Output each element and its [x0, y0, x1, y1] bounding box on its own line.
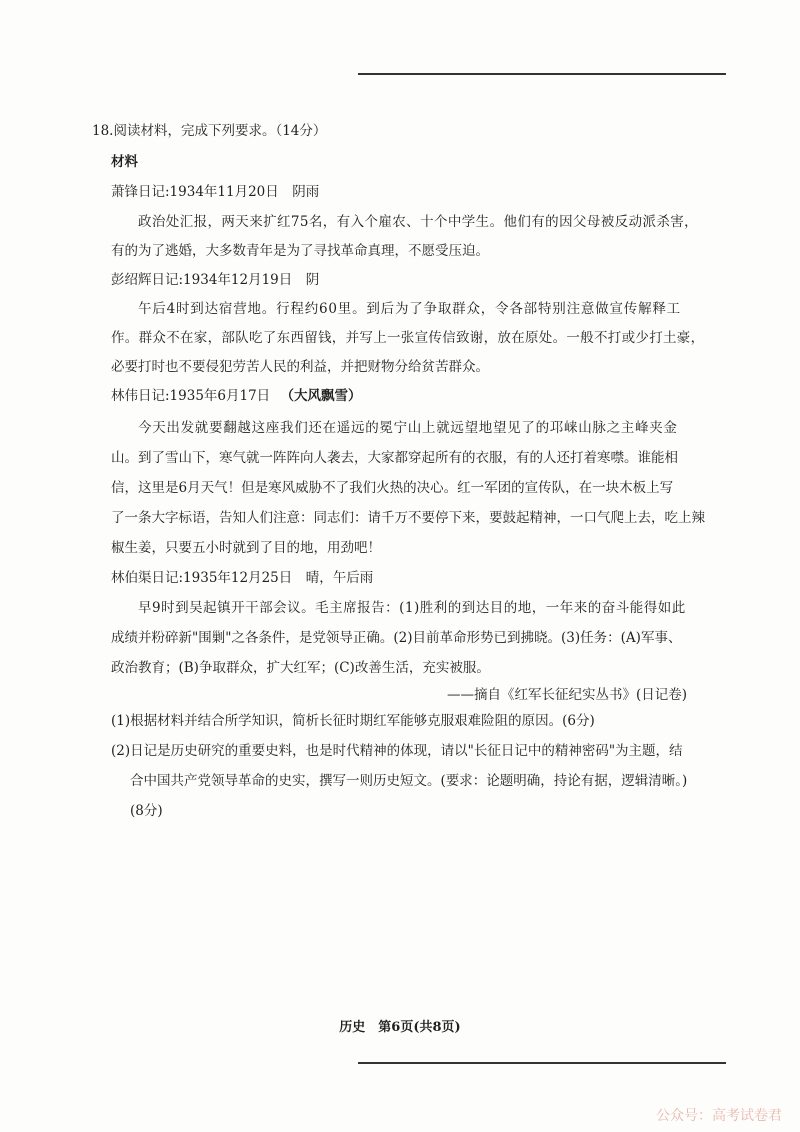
- diary-line: 今天出发就要翻越这座我们还在遥远的冕宁山上就远望地望见了的邛崃山脉之主峰夹金: [138, 420, 678, 436]
- diary-header-weather: （大风飘雪）: [280, 388, 362, 404]
- task-1: (1)根据材料并结合所学知识，简析长征时期红军能够克服艰难险阻的原因。(6分): [111, 713, 595, 729]
- diary-line: 山。到了雪山下，寒气就一阵阵向人袭去，大家都穿起所有的衣服，有的人还打着寒噤。谁能相: [111, 450, 678, 466]
- top-rule: [358, 73, 726, 75]
- task-2: (2)日记是历史研究的重要史料，也是时代精神的体现，请以"长征日记中的精神密码"为主题，结: [111, 743, 683, 759]
- diary-line: 必要打时也不要侵犯劳苦人民的利益，并把财物分给贫苦群众。: [111, 359, 489, 375]
- material-label: 材料: [111, 154, 138, 170]
- diary-line: 政治教育；(B)争取群众，扩大红军；(C)改善生活，充实被服。: [111, 660, 490, 676]
- diary-line: 了一条大字标语，告知人们注意：同志们：请千万不要停下来，要鼓起精神，一口气爬上去，吃上辣: [111, 510, 705, 526]
- diary-header: 萧锋日记:1934年11月20日 阴雨: [111, 184, 320, 200]
- diary-header-text: 林伟日记:1935年6月17日: [111, 388, 271, 404]
- diary-line: 早9时到吴起镇开干部会议。毛主席报告：(1)胜利的到达目的地，一年来的奋斗能得如此: [138, 600, 686, 616]
- question-title: 18.阅读材料，完成下列要求。（14分）: [92, 123, 327, 139]
- diary-line: 有的为了逃婚，大多数青年是为了寻找革命真理，不愿受压迫。: [111, 243, 489, 259]
- diary-line: 成绩并粉碎新"围剿"之各条件，是党领导正确。(2)目前革命形势已到拂晓。(3)任务：(A)军事、: [111, 630, 682, 646]
- diary-line: 作。群众不在家，部队吃了东西留钱，并写上一张宣传信致谢，放在原处。一般不打或少打土豪，: [111, 330, 705, 346]
- source-citation: ——摘自《红军长征纪实丛书》(日记卷): [446, 687, 687, 703]
- task-2-score: (8分): [130, 803, 163, 819]
- watermark: 公众号：高考试卷君: [656, 1108, 782, 1124]
- diary-line: 信，这里是6月天气！但是寒风威胁不了我们火热的决心。红一军团的宣传队，在一块木板上写: [111, 480, 674, 496]
- bottom-rule: [358, 1062, 726, 1064]
- page-footer: 历史 第6页(共8页): [339, 1020, 461, 1035]
- diary-header: 彭绍辉日记:1934年12月19日 阴: [111, 272, 320, 288]
- diary-header: [111, 387, 361, 405]
- diary-line: 政治处汇报，两天来扩红75名，有入个雇农、十个中学生。他们有的因父母被反动派杀害，: [138, 214, 699, 230]
- diary-line: 椒生姜，只要五小时就到了目的地，用劲吧！: [111, 540, 381, 556]
- task-2-cont: 合中国共产党领导革命的史实，撰写一则历史短文。(要求：论题明确，持论有据，逻辑清晰。): [130, 773, 688, 789]
- diary-line: 午后4时到达宿营地。行程约60里。到后为了争取群众，令各部特别注意做宣传解释工: [138, 301, 681, 317]
- diary-header: 林伯渠日记:1935年12月25日 晴，午后雨: [111, 570, 374, 586]
